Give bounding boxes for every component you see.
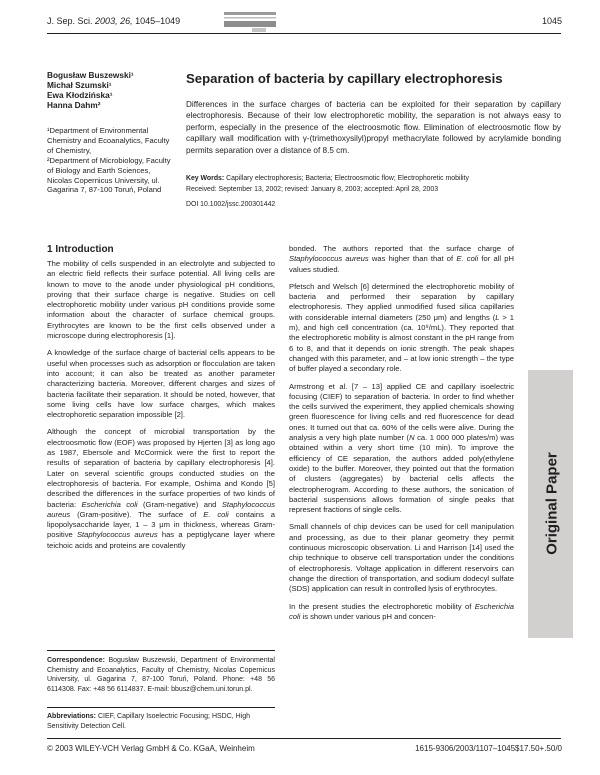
affiliation: ²Department of Microbiology, Faculty of Biology and Earth Sciences, Nicolas Copernicus University, ul. Gagarina 7, 87-100 Toruń, Poland <box>47 155 171 195</box>
journal-citation: J. Sep. Sci. 2003, 26, 1045–1049 <box>47 16 181 26</box>
abstract: Differences in the surface charges of bacteria can be exploited for their separation by capillary electrophoresis. Because of their low electrophoretic mobility, the separation is not always easy to perform, especially in the presence of the electroosmotic flow. Elimination of electroosmotic flow by capillary wall modification with γ-(trimethoxysilyl)propyl methacrylate followed by acrylamide bonding permits separation over a distance of 8.5 cm. <box>186 100 561 155</box>
paragraph: bonded. The authors reported that the surface charge of Staphylococcus aureus was higher than that of E. coli for all pH values studied. <box>289 244 515 274</box>
received-dates: Received: September 13, 2002; revised: January 8, 2003; accepted: April 28, 2003 <box>186 186 439 193</box>
author: Hanna Dahm² <box>47 100 101 110</box>
paper-title: Separation of bacteria by capillary electrophoresis <box>186 71 503 86</box>
paragraph: Armstrong et al. [7 – 13] applied CE and capillary isoelectric focusing (CIEF) to separation of bacteria. In order to find whether the cells survived the experiment, they applied chemicals showing green fluorescence for living cells and red fluorescence for dead ones. It turned out that ca. 60% of the cells were alive. During the analysis a very high plate number (N ca. 1 000 000 plates/m) was obtained within a very short time (10 min). To improve the efficiency of CE separation, the authors added poly(ethylene oxide) to the buffer. Moreover, they pointed out that the formation of clusters (aggregates) by bacterial cells affects the electropherogram. According to these authors, the sonication of bacterial suspensions allows formation of single peaks that represent fractions of single cells. <box>289 381 514 515</box>
abbreviations-rule <box>47 707 275 708</box>
body-column-right <box>289 244 514 629</box>
footer-rule <box>47 738 561 739</box>
affiliation: ¹Department of Environmental Chemistry and Ecoanalytics, Faculty of Chemistry, <box>47 126 170 155</box>
body-column-left <box>47 259 275 558</box>
keywords <box>186 173 561 184</box>
keywords-text: Capillary electrophoresis; Bacteria; Electroosmotic flow; Electrophoretic mobility <box>226 175 469 182</box>
page-number: 1045 <box>541 16 562 26</box>
section-heading: 1 Introduction <box>47 244 114 255</box>
paragraph: The mobility of cells suspended in an electrolyte and subjected to an electric field reflects their surface potential. All living cells are known to move to the anode under physiological pH conditions, proving that their surface charge is negative. Studies on cell electrophoretic mobility under various pH conditions provide some information about the character of surface chemical groups. Erythrocytes are known to be the first cells observed under a microscope during electrophoresis [1]. <box>47 259 275 341</box>
issn: 1615-9306/2003/1107–1045$17.50+.50/0 <box>415 744 562 753</box>
journal-logo <box>222 8 278 34</box>
doi: DOI 10.1002/jssc.200301442 <box>186 201 276 208</box>
paragraph: Small channels of chip devices can be used for cell manipulation and processing, as due to their planar geometry they permit continuous microscopic observation. Li and Harrison [14] used the chip technique to observe cell transportation under the conditions of electrophoresis. Voltage application in different reservoirs can change the direction of transportation, and sodium dodecyl sulfate (SDS) application can result in controlled lysis of erythrocytes. <box>289 522 514 594</box>
author: Bogusław Buszewski¹ <box>47 70 134 80</box>
paragraph: Pfetsch and Welsch [6] determined the electrophoretic mobility of bacteria and performed their separation by capillary electrophoresis. They applied unmodified fused silica capillaries with considerable internal diameters (250 μm) and lengths (L > 1 m), and high cell concentration (ca. 10⁹/mL). They reported that the electrophoretic mobility is almost constant in the pH range from 6 to 8, and that it depends on ionic strength. The peak shapes changed with this parameter, and – at low ionic strength – the type of buffer played a secondary role. <box>289 281 514 374</box>
copyright: © 2003 WILEY-VCH Verlag GmbH & Co. KGaA, Weinheim <box>47 744 255 753</box>
keywords-label: Key Words: <box>186 175 225 182</box>
author: Michał Szumski¹ <box>47 80 112 90</box>
header-rule <box>47 33 561 34</box>
paragraph: Although the concept of microbial transportation by the electroosmotic flow (EOF) was proposed by Hjerten [3] as long ago as 1987, Ebersole and McCormick were the first to report the results of separation of bacteria by capillary electrophoresis [4]. Later on several scientific groups conducted studies on the electrophoresis of bacteria. For example, Oshima and Kondo [5] described the differences in the surface properties of two kinds of bacteria: Escherichia coli (Gram-negative) and Staphylococcus aureus (Gram-positive). The surface of E. coli contains a lipopolysaccharide layer, 1 – 3 μm in thickness, whereas Gram-positive Staphylococcus aureus has a peptiglycane layer where teichoic acids and proteins are covalently <box>47 427 276 550</box>
paragraph: A knowledge of the surface charge of bacterial cells appears to be useful when processes such as adsorption or flocculation are taken into account; it can also be treated as another parameter characterizing bacteria. Moreover, different charges and sizes of bacteria facilitate their separation. It should be noted, however, that some living cells have low surface charges, which makes electrophoretic separation impossible [2]. <box>47 348 275 420</box>
affiliations <box>47 126 177 195</box>
side-tab-label: Original Paper <box>543 452 561 555</box>
paragraph: In the present studies the electrophoretic mobility of Escherichia coli is shown under various pH and concen- <box>289 601 514 621</box>
author-list <box>47 70 182 110</box>
correspondence: Correspondence: Bogusław Buszewski, Department of Environmental Chemistry and Ecoanalytics, Faculty of Chemistry, Nicolas Copernicus University, ul. Gagarina 7, 87-100 Toruń, Poland. Phone: +48 56 6114308. Fax: +48 56 6114837. E-mail: bbusz@chem.uni.torun.pl. <box>47 657 275 693</box>
correspondence-rule <box>47 650 275 651</box>
abbreviations: Abbreviations: CIEF, Capillary Isoelectric Focusing; HSDC, High Sensitivity Detection Cell. <box>47 713 251 730</box>
author: Ewa Kłodzińska¹ <box>47 90 113 100</box>
